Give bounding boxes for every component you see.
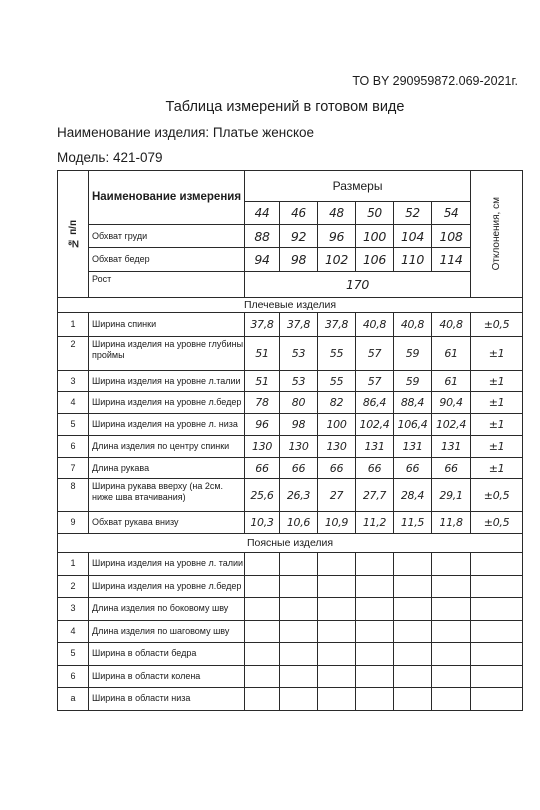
row-name: Ширина изделия на уровне глубины проймы	[89, 337, 245, 371]
product-name: Наименование изделия: Платье женское	[57, 125, 315, 140]
value-cell: 59	[394, 337, 432, 371]
empty-value-cell	[356, 575, 394, 598]
document-title: Таблица измерений в готовом виде	[165, 99, 405, 115]
empty-value-cell	[245, 688, 280, 711]
value-cell: 102	[318, 248, 356, 272]
value-cell: 66	[394, 458, 432, 479]
body-label: Обхват груди	[89, 225, 245, 248]
value-cell: 57	[356, 371, 394, 392]
row-name: Ширина рукава вверху (на 2см. ниже шва втачивания)	[89, 479, 245, 512]
row-number: 2	[58, 337, 89, 371]
value-cell: 100	[318, 414, 356, 436]
value-cell: 66	[356, 458, 394, 479]
row-name: Длина изделия по шаговому шву	[89, 620, 245, 643]
value-cell: 98	[280, 414, 318, 436]
value-cell: 37,8	[280, 313, 318, 337]
row-name: Ширина в области низа	[89, 688, 245, 711]
value-cell: 130	[280, 436, 318, 458]
value-cell: 66	[245, 458, 280, 479]
empty-value-cell	[245, 575, 280, 598]
value-cell: 51	[245, 337, 280, 371]
tolerance-cell: ±0,5	[471, 313, 523, 337]
empty-value-cell	[432, 620, 471, 643]
value-cell: 92	[280, 225, 318, 248]
row-name: Длина изделия по боковому шву	[89, 598, 245, 621]
tolerance-cell: ±1	[471, 392, 523, 414]
empty-value-cell	[280, 553, 318, 576]
empty-value-cell	[432, 643, 471, 666]
empty-value-cell	[394, 553, 432, 576]
row-number: 1	[58, 553, 89, 576]
measurement-row	[58, 643, 523, 666]
empty-value-cell	[432, 665, 471, 688]
measurement-row	[58, 512, 523, 534]
row-name: Ширина изделия на уровне л.бедер	[89, 575, 245, 598]
value-cell: 90,4	[432, 392, 471, 414]
value-cell: 131	[432, 436, 471, 458]
row-number: 4	[58, 392, 89, 414]
size-cell: 54	[432, 202, 471, 225]
row-name: Ширина изделия на уровне л. низа	[89, 414, 245, 436]
model-number: Модель: 421-079	[57, 150, 163, 165]
body-label: Обхват бедер	[89, 248, 245, 272]
empty-value-cell	[356, 665, 394, 688]
value-cell: 59	[394, 371, 432, 392]
measurement-row	[58, 414, 523, 436]
empty-value-cell	[432, 553, 471, 576]
body-row	[58, 225, 523, 248]
measurement-row	[58, 337, 523, 371]
empty-value-cell	[432, 598, 471, 621]
value-cell: 28,4	[394, 479, 432, 512]
value-cell: 82	[318, 392, 356, 414]
value-cell: 37,8	[318, 313, 356, 337]
row-name: Ширина изделия на уровне л.бедер	[89, 392, 245, 414]
tolerance-cell: ±1	[471, 337, 523, 371]
body-row	[58, 248, 523, 272]
value-cell: 10,6	[280, 512, 318, 534]
value-cell: 96	[318, 225, 356, 248]
value-cell: 130	[245, 436, 280, 458]
value-cell: 66	[318, 458, 356, 479]
empty-value-cell	[356, 620, 394, 643]
tolerance-cell: ±0,5	[471, 512, 523, 534]
empty-value-cell	[280, 620, 318, 643]
height-label: Рост	[89, 272, 245, 298]
empty-value-cell	[280, 598, 318, 621]
value-cell: 37,8	[245, 313, 280, 337]
value-cell: 61	[432, 337, 471, 371]
measurement-row	[58, 436, 523, 458]
header-tolerance: Отклонения, см	[471, 171, 523, 298]
header-name: Наименование измерения	[89, 171, 245, 225]
row-number: 3	[58, 371, 89, 392]
value-cell: 88,4	[394, 392, 432, 414]
row-number: 5	[58, 414, 89, 436]
value-cell: 78	[245, 392, 280, 414]
tolerance-cell: ±1	[471, 371, 523, 392]
value-cell: 10,9	[318, 512, 356, 534]
tolerance-cell: ±1	[471, 414, 523, 436]
value-cell: 27,7	[356, 479, 394, 512]
value-cell: 55	[318, 371, 356, 392]
empty-value-cell	[318, 553, 356, 576]
empty-value-cell	[356, 688, 394, 711]
size-cell: 46	[280, 202, 318, 225]
row-name: Ширина спинки	[89, 313, 245, 337]
value-cell: 11,8	[432, 512, 471, 534]
row-number: a	[58, 688, 89, 711]
empty-value-cell	[280, 688, 318, 711]
value-cell: 88	[245, 225, 280, 248]
empty-value-cell	[394, 643, 432, 666]
empty-tolerance-cell	[471, 688, 523, 711]
measurement-row	[58, 665, 523, 688]
measurement-row	[58, 392, 523, 414]
empty-tolerance-cell	[471, 553, 523, 576]
value-cell: 94	[245, 248, 280, 272]
empty-value-cell	[245, 553, 280, 576]
value-cell: 102,4	[432, 414, 471, 436]
empty-value-cell	[318, 643, 356, 666]
tolerance-cell: ±1	[471, 458, 523, 479]
empty-value-cell	[356, 598, 394, 621]
empty-value-cell	[432, 575, 471, 598]
row-name: Ширина изделия на уровне л. талии	[89, 553, 245, 576]
value-cell: 61	[432, 371, 471, 392]
empty-value-cell	[245, 643, 280, 666]
header-sizes: Размеры	[245, 171, 471, 202]
size-cell: 50	[356, 202, 394, 225]
size-cell: 44	[245, 202, 280, 225]
value-cell: 131	[356, 436, 394, 458]
header-num: № п/п	[58, 171, 89, 298]
empty-tolerance-cell	[471, 575, 523, 598]
tolerance-cell: ±1	[471, 436, 523, 458]
row-number: 5	[58, 643, 89, 666]
row-number: 1	[58, 313, 89, 337]
empty-value-cell	[356, 553, 394, 576]
empty-value-cell	[394, 598, 432, 621]
value-cell: 29,1	[432, 479, 471, 512]
value-cell: 53	[280, 337, 318, 371]
empty-value-cell	[394, 575, 432, 598]
shoulder-rows	[58, 313, 523, 534]
row-name: Ширина в области колена	[89, 665, 245, 688]
value-cell: 27	[318, 479, 356, 512]
empty-value-cell	[280, 575, 318, 598]
row-number: 4	[58, 620, 89, 643]
value-cell: 130	[318, 436, 356, 458]
empty-value-cell	[245, 598, 280, 621]
measurement-row	[58, 458, 523, 479]
row-number: 7	[58, 458, 89, 479]
value-cell: 106,4	[394, 414, 432, 436]
value-cell: 11,5	[394, 512, 432, 534]
empty-value-cell	[394, 620, 432, 643]
value-cell: 40,8	[356, 313, 394, 337]
document-code: ТО BY 290959872.069-2021г.	[352, 74, 518, 88]
row-number: 6	[58, 436, 89, 458]
empty-value-cell	[318, 575, 356, 598]
empty-value-cell	[318, 665, 356, 688]
value-cell: 25,6	[245, 479, 280, 512]
value-cell: 55	[318, 337, 356, 371]
measurement-row	[58, 553, 523, 576]
value-cell: 96	[245, 414, 280, 436]
value-cell: 86,4	[356, 392, 394, 414]
row-name: Длина изделия по центру спинки	[89, 436, 245, 458]
value-cell: 53	[280, 371, 318, 392]
row-number: 8	[58, 479, 89, 512]
measurements-table	[57, 170, 523, 711]
empty-value-cell	[356, 643, 394, 666]
value-cell: 110	[394, 248, 432, 272]
value-cell: 10,3	[245, 512, 280, 534]
value-cell: 106	[356, 248, 394, 272]
height-value: 170	[245, 272, 471, 298]
value-cell: 66	[280, 458, 318, 479]
measurement-row	[58, 313, 523, 337]
value-cell: 51	[245, 371, 280, 392]
empty-tolerance-cell	[471, 598, 523, 621]
value-cell: 104	[394, 225, 432, 248]
value-cell: 108	[432, 225, 471, 248]
row-number: 3	[58, 598, 89, 621]
section-shoulder: Плечевые изделия	[58, 298, 523, 313]
section-waist: Поясные изделия	[58, 534, 523, 553]
row-number: 9	[58, 512, 89, 534]
measurement-row	[58, 371, 523, 392]
value-cell: 66	[432, 458, 471, 479]
row-name: Ширина в области бедра	[89, 643, 245, 666]
empty-tolerance-cell	[471, 643, 523, 666]
empty-tolerance-cell	[471, 620, 523, 643]
measurement-row	[58, 598, 523, 621]
measurement-row	[58, 479, 523, 512]
tolerance-cell: ±0,5	[471, 479, 523, 512]
empty-value-cell	[245, 665, 280, 688]
value-cell: 40,8	[394, 313, 432, 337]
measurement-row	[58, 688, 523, 711]
empty-value-cell	[245, 620, 280, 643]
empty-tolerance-cell	[471, 665, 523, 688]
waist-rows	[58, 553, 523, 711]
measurement-row	[58, 575, 523, 598]
row-name: Ширина изделия на уровне л.талии	[89, 371, 245, 392]
size-cell: 52	[394, 202, 432, 225]
empty-value-cell	[280, 643, 318, 666]
value-cell: 100	[356, 225, 394, 248]
row-number: 2	[58, 575, 89, 598]
measurement-row	[58, 620, 523, 643]
value-cell: 26,3	[280, 479, 318, 512]
value-cell: 131	[394, 436, 432, 458]
empty-value-cell	[394, 665, 432, 688]
value-cell: 80	[280, 392, 318, 414]
value-cell: 102,4	[356, 414, 394, 436]
row-name: Обхват рукава внизу	[89, 512, 245, 534]
height-row	[58, 272, 523, 298]
size-cell: 48	[318, 202, 356, 225]
empty-value-cell	[280, 665, 318, 688]
value-cell: 114	[432, 248, 471, 272]
row-name: Длина рукава	[89, 458, 245, 479]
empty-value-cell	[318, 620, 356, 643]
value-cell: 11,2	[356, 512, 394, 534]
empty-value-cell	[394, 688, 432, 711]
empty-value-cell	[318, 688, 356, 711]
empty-value-cell	[318, 598, 356, 621]
value-cell: 98	[280, 248, 318, 272]
empty-value-cell	[432, 688, 471, 711]
row-number: 6	[58, 665, 89, 688]
value-cell: 57	[356, 337, 394, 371]
value-cell: 40,8	[432, 313, 471, 337]
